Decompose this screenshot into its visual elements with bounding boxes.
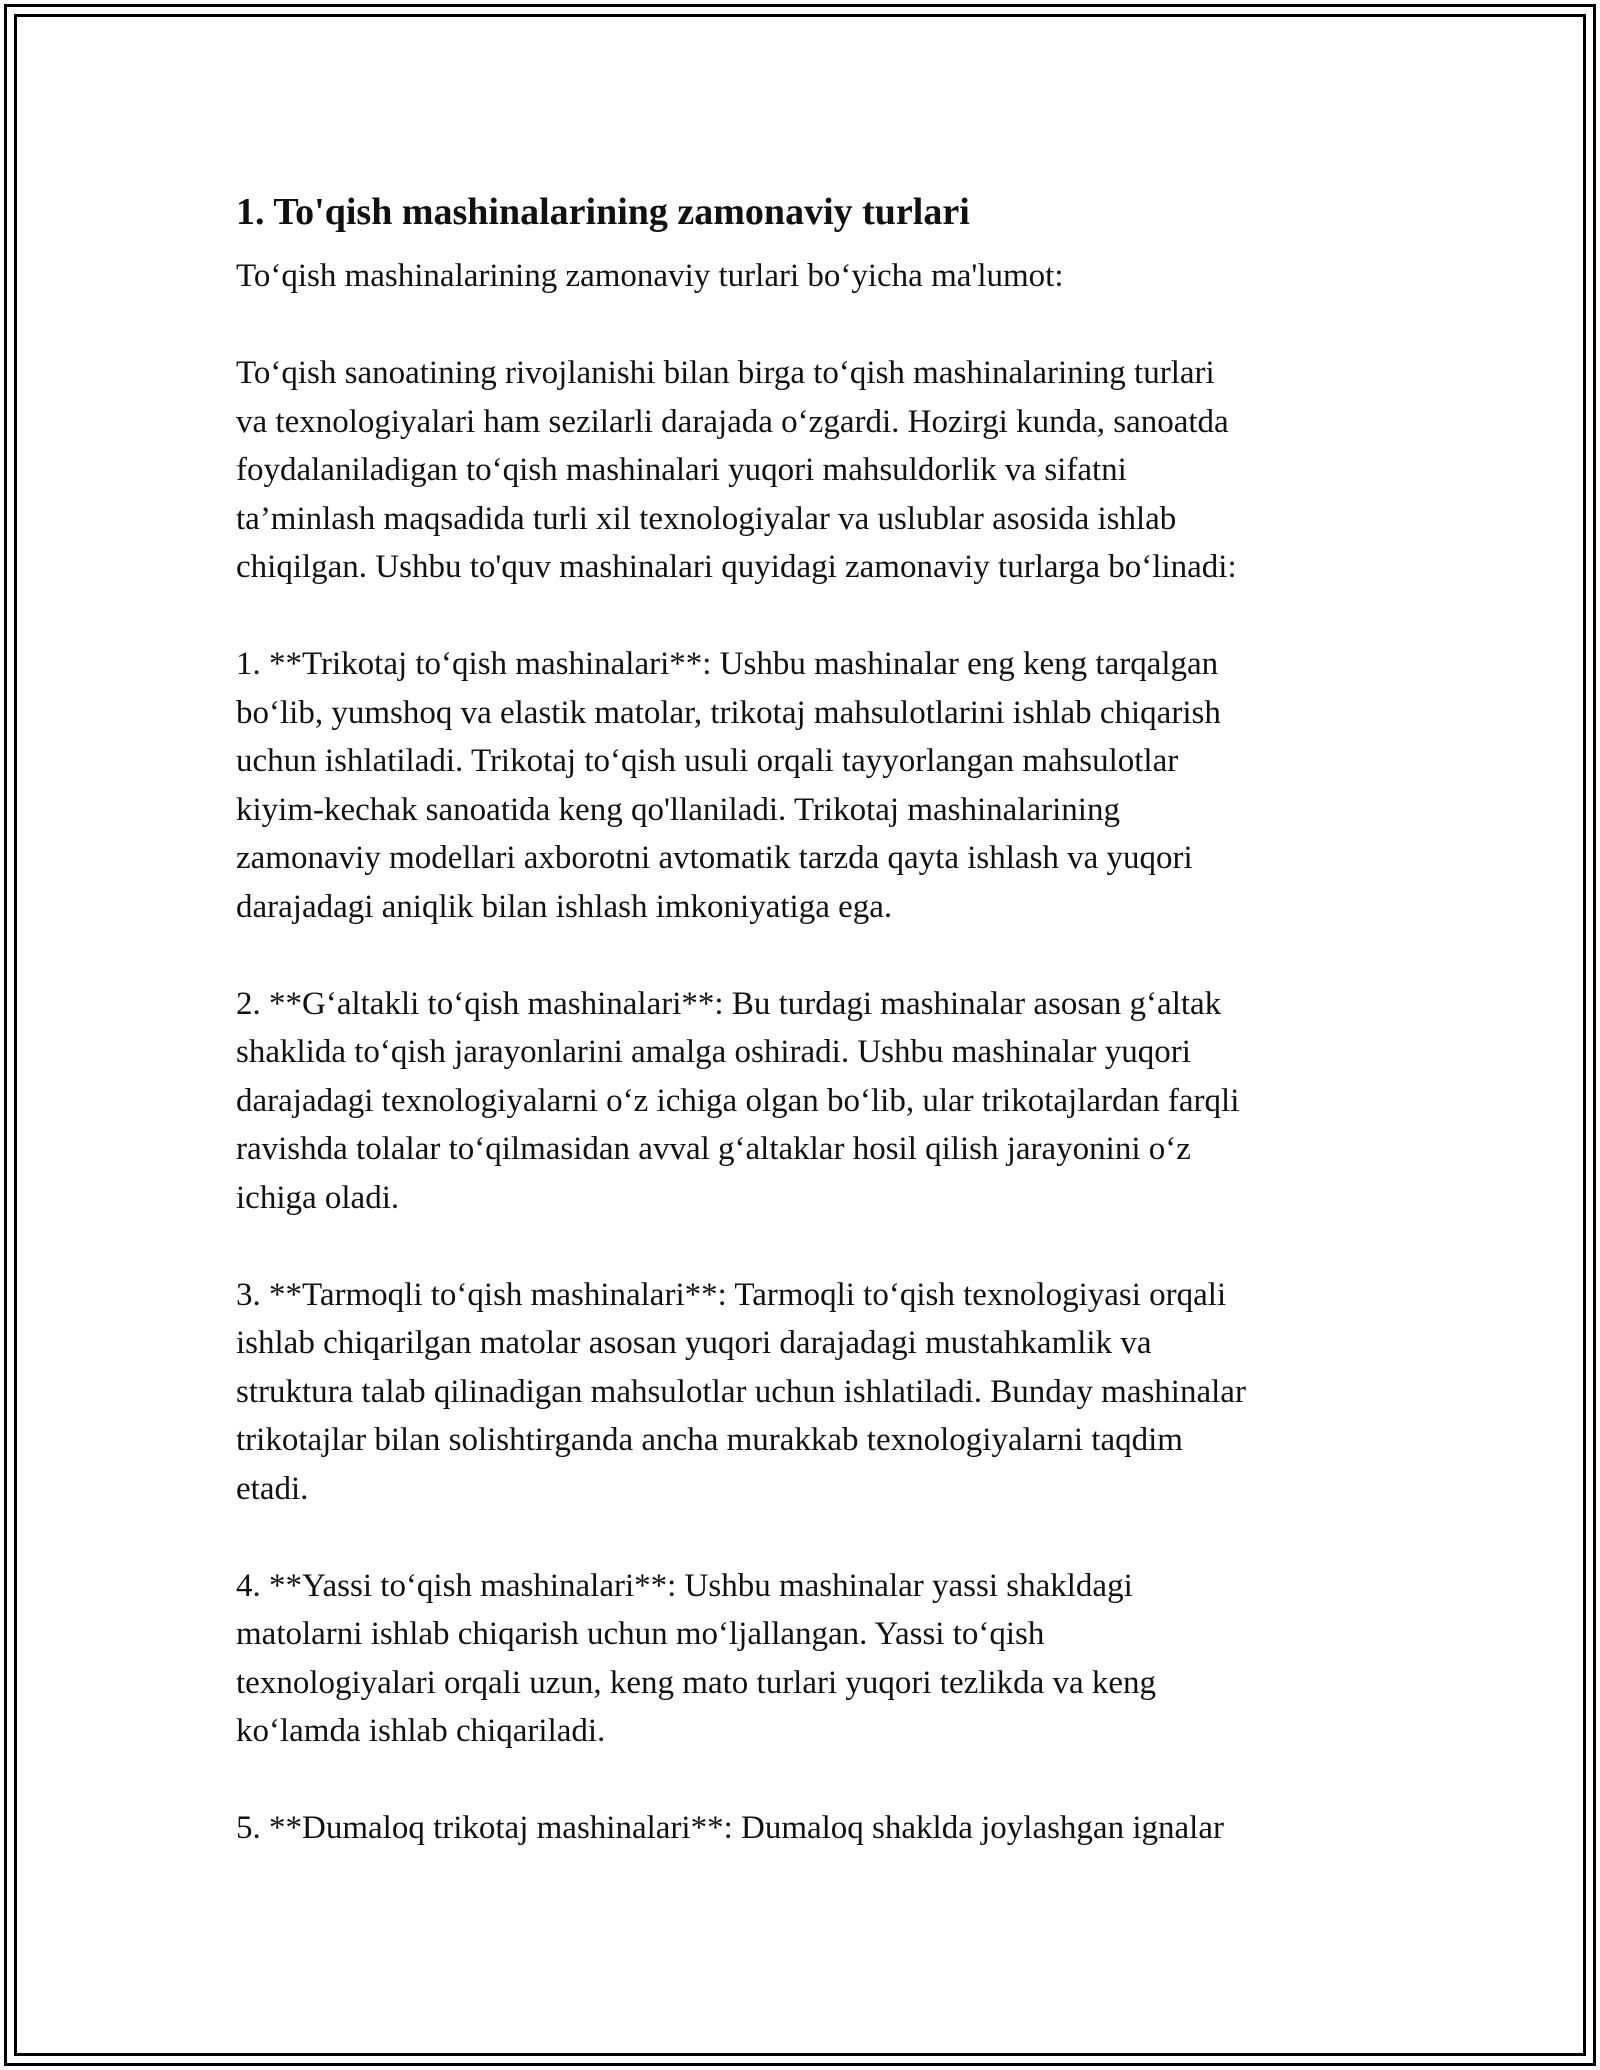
list-item-yassi: 4. **Yassi to‘qish mashinalari**: Ushbu mashinalar yassi shakldagi matolarni ishlab chiqarish uchun mo‘ljallangan. Yassi to‘qish texnologiyalari orqali uzun, keng mato turlari yuqori tezlikda va keng ko‘lamda ishlab chiqariladi. — [236, 1567, 1157, 1749]
document-body — [236, 188, 1376, 1901]
list-item-dumaloq: 5. **Dumaloq trikotaj mashinalari**: Dumaloq shaklda joylashgan ignalar — [236, 1810, 1224, 1846]
overview-paragraph: To‘qish sanoatining rivojlanishi bilan birga to‘qish mashinalarining turlari va texnologiyalari ham sezilarli darajada o‘zgardi. Hozirgi kunda, sanoatda foydalaniladigan to‘qish mashinalari yuqori mahsuldorlik va sifatni ta’minlash maqsadida turli xil texnologiyalar va uslublar asosida ishlab chiqilgan. Ushbu to'quv mashinalari quyidagi zamonaviy turlarga bo‘linadi: — [236, 355, 1237, 585]
list-item-trikotaj: 1. **Trikotaj to‘qish mashinalari**: Ushbu mashinalar eng keng tarqalgan bo‘lib, yumshoq va elastik matolar, trikotaj mahsulotlarini ishlab chiqarish uchun ishlatiladi. Trikotaj to‘qish usuli orqali tayyorlangan mahsulotlar kiyim-kechak sanoatida keng qo'llaniladi. Trikotaj mashinalarining zamonaviy modellari axborotni avtomatik tarzda qayta ishlash va yuqori darajadagi aniqlik bilan ishlash imkoniyatiga ega. — [236, 646, 1221, 925]
list-item-galtakli: 2. **G‘altakli to‘qish mashinalari**: Bu turdagi mashinalar asosan g‘altak shaklida to‘qish jarayonlarini amalga oshiradi. Ushbu mashinalar yuqori darajadagi texnologiyalarni o‘z ichiga olgan bo‘lib, ular trikotajlardan farqli ravishda tolalar to‘qilmasidan avval g‘altaklar hosil qilish jarayonini o‘z ichiga oladi. — [236, 985, 1240, 1216]
intro-paragraph: To‘qish mashinalarining zamonaviy turlari bo‘yicha ma'lumot: — [236, 258, 1064, 294]
section-heading: 1. To'qish mashinalarining zamonaviy turlari — [236, 191, 970, 233]
list-item-tarmoqli: 3. **Tarmoqli to‘qish mashinalari**: Tarmoqli to‘qish texnologiyasi orqali ishlab chiqarilgan matolar asosan yuqori darajadagi mustahkamlik va struktura talab qilinadigan mahsulotlar uchun ishlatiladi. Bunday mashinalar trikotajlar bilan solishtirganda ancha murakkab texnologiyalarni taqdim etadi. — [236, 1276, 1246, 1507]
